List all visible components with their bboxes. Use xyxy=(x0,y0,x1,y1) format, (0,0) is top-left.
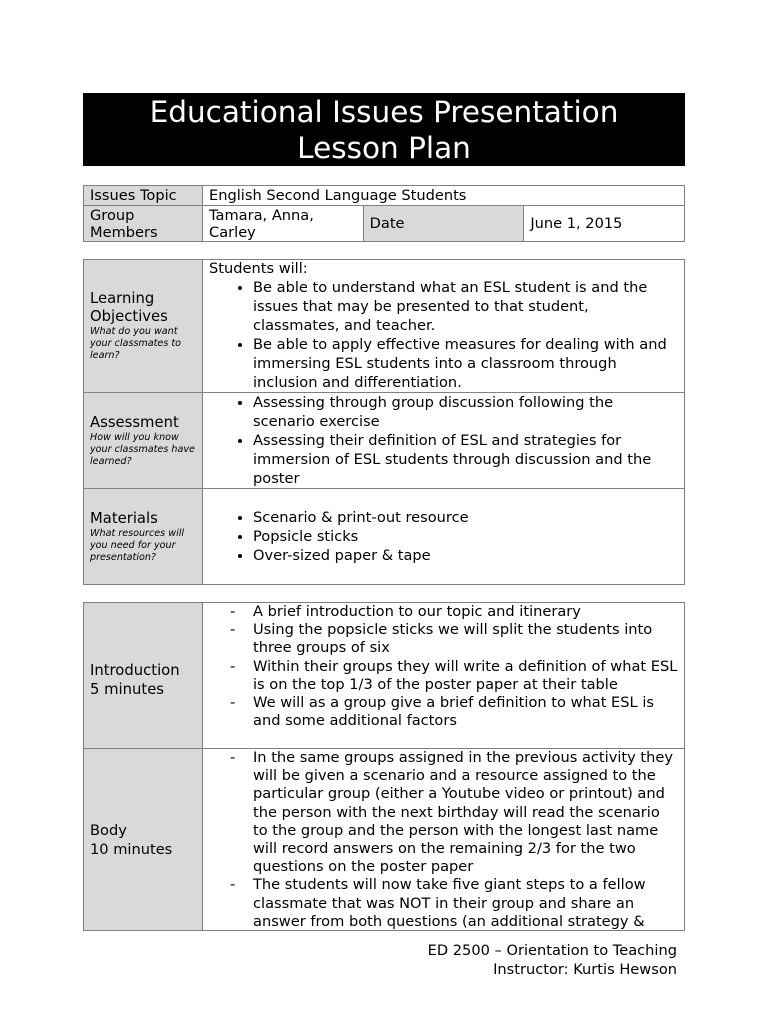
body-list xyxy=(209,749,678,929)
objectives-list xyxy=(209,278,678,392)
info-table xyxy=(83,185,685,242)
topic-label: Issues Topic xyxy=(84,186,203,206)
objectives-table xyxy=(83,259,685,585)
page-footer xyxy=(428,941,677,979)
introduction-list xyxy=(209,603,678,730)
assessment-content xyxy=(203,393,685,489)
list-item: - In the same groups assigned in the previous activity they will be given a scenario and a resource assigned to the particular group (either a Youtube video or printout) and the person with the next birthday will read the scenario to the group and the person with the longest last name will record answers on the remaining 2/3 for the two questions on the poster paper xyxy=(253,749,678,876)
introduction-time: 5 minutes xyxy=(90,680,165,698)
objectives-intro: Students will: xyxy=(209,260,308,277)
list-item: • Be able to apply effective measures for dealing with and immersing ESL students into a classroom through inclusion and differentiation. xyxy=(253,335,678,392)
members-label-line-2: Members xyxy=(90,223,158,241)
list-item: - We will as a group give a brief definition to what ESL is and some additional factors xyxy=(253,694,678,730)
objectives-label-cell xyxy=(84,260,203,393)
list-item: - Within their groups they will write a definition of what ESL is on the top 1/3 of the poster paper at their table xyxy=(253,658,678,694)
introduction-content xyxy=(203,603,685,749)
body-label-cell xyxy=(84,749,203,931)
introduction-label-cell xyxy=(84,603,203,749)
body-time: 10 minutes xyxy=(90,840,173,858)
date-label: Date xyxy=(363,206,524,242)
members-label-line-1: Group xyxy=(90,206,135,224)
footer-instructor: Instructor: Kurtis Hewson xyxy=(493,961,677,978)
list-item: - Using the popsicle sticks we will split the students into three groups of six xyxy=(253,621,678,657)
date-value: June 1, 2015 xyxy=(524,206,685,242)
objectives-sub: What do you want your classmates to learn? xyxy=(90,326,182,361)
assessment-label: Assessment xyxy=(90,413,179,431)
body-content-clip xyxy=(209,749,678,929)
assessment-list xyxy=(209,393,678,488)
materials-content xyxy=(203,489,685,585)
list-item: - The students will now take five giant steps to a fellow classmate that was NOT in their group and share an answer from both questions (an additional strategy & xyxy=(253,876,678,929)
materials-label-cell xyxy=(84,489,203,585)
list-item: • Be able to understand what an ESL student is and the issues that may be presented to that student, classmates, and teacher. xyxy=(253,278,678,335)
footer-course: ED 2500 – Orientation to Teaching xyxy=(427,942,677,959)
introduction-label: Introduction xyxy=(90,661,180,679)
list-item: • Popsicle sticks xyxy=(253,527,678,546)
page-title xyxy=(83,93,685,166)
activities-table xyxy=(83,602,685,931)
list-item: • Assessing through group discussion following the scenario exercise xyxy=(253,393,678,431)
list-item: • Scenario & print-out resource xyxy=(253,508,678,527)
body-content xyxy=(203,749,685,931)
materials-label: Materials xyxy=(90,509,158,527)
materials-list xyxy=(209,508,678,565)
list-item: - A brief introduction to our topic and itinerary xyxy=(253,603,678,621)
topic-value: English Second Language Students xyxy=(203,186,685,206)
objectives-content xyxy=(203,260,685,393)
title-line-2: Lesson Plan xyxy=(297,131,471,165)
assessment-sub: How will you know your classmates have learned? xyxy=(90,431,195,467)
list-item: • Over-sized paper & tape xyxy=(253,546,678,565)
materials-sub: What resources will you need for your presentation? xyxy=(90,527,185,563)
title-line-1: Educational Issues Presentation xyxy=(149,95,619,129)
members-value: Tamara, Anna, Carley xyxy=(203,206,364,242)
objectives-label: Learning Objectives xyxy=(90,290,168,325)
assessment-label-cell xyxy=(84,393,203,489)
members-label xyxy=(84,206,203,242)
body-label: Body xyxy=(90,821,127,839)
list-item: • Assessing their definition of ESL and strategies for immersion of ESL students through discussion and the poster xyxy=(253,431,678,488)
